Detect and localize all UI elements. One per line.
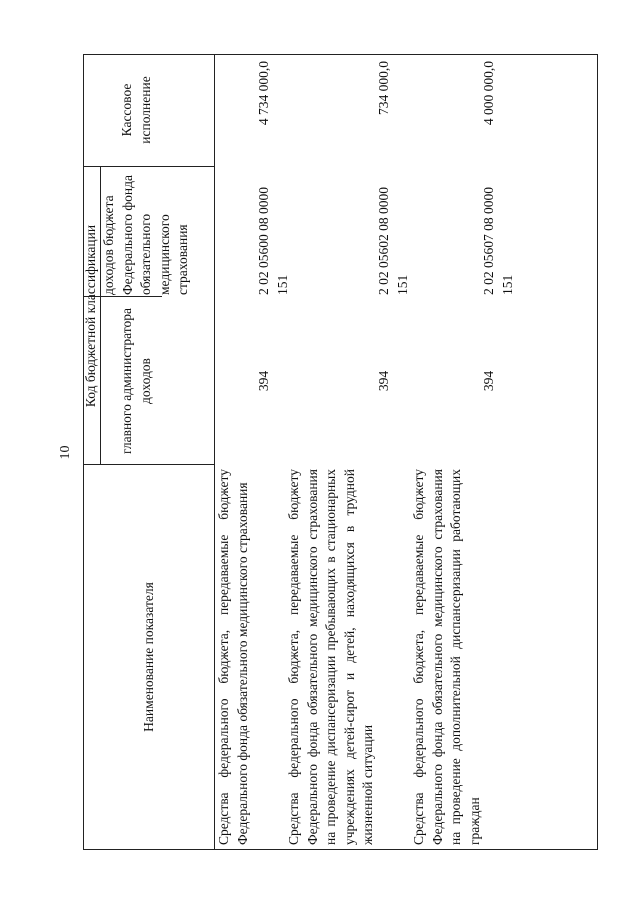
table-row-3-amount: 4 000 000,0 <box>481 61 496 126</box>
table-row-3-admin: 394 <box>481 370 496 392</box>
table-row-1-admin: 394 <box>256 370 271 392</box>
header-name: Наименование показателя <box>141 582 156 732</box>
table-row-2-name: Средства федерального бюджета, передаваемые бюджету Федерального фонда обязательного медицинского страхования на проведение диспансеризации пребывающих в стационарных учреждениях детей-сирот и детей, находящихся в трудной жизненной ситуации <box>286 469 375 845</box>
table-row-2-amount: 734 000,0 <box>376 61 391 115</box>
header-admin: главного администратора доходов <box>119 308 153 454</box>
table-row-1-name: Средства федерального бюджета, передаваемые бюджету Федерального фонда обязательного медицинского страхования <box>216 469 250 845</box>
table-row-1-code: 2 02 05600 08 0000 151 <box>256 187 290 295</box>
table-row-3-name: Средства федерального бюджета, передаваемые бюджету Федерального фонда обязательного медицинского страхования на проведение дополнительной диспансеризации работающих граждан <box>411 469 482 845</box>
table-row-2-admin: 394 <box>376 370 391 392</box>
table-row-3-code: 2 02 05607 08 0000 151 <box>481 187 515 295</box>
table-row-1-amount: 4 734 000,0 <box>256 61 271 126</box>
table-line-left <box>83 849 598 850</box>
table-line-right-edge <box>597 54 598 850</box>
header-code-group: Код бюджетной классификации <box>83 224 98 408</box>
table-line-right <box>83 54 598 55</box>
table-row-2-code: 2 02 05602 08 0000 151 <box>376 187 410 295</box>
table-line-header-income <box>83 166 214 167</box>
page-number: 10 <box>58 445 73 460</box>
header-income: доходов бюджета Федерального фонда обязательного медицинского страхования <box>101 175 190 295</box>
header-execution: Кассовое исполнение <box>119 76 153 144</box>
